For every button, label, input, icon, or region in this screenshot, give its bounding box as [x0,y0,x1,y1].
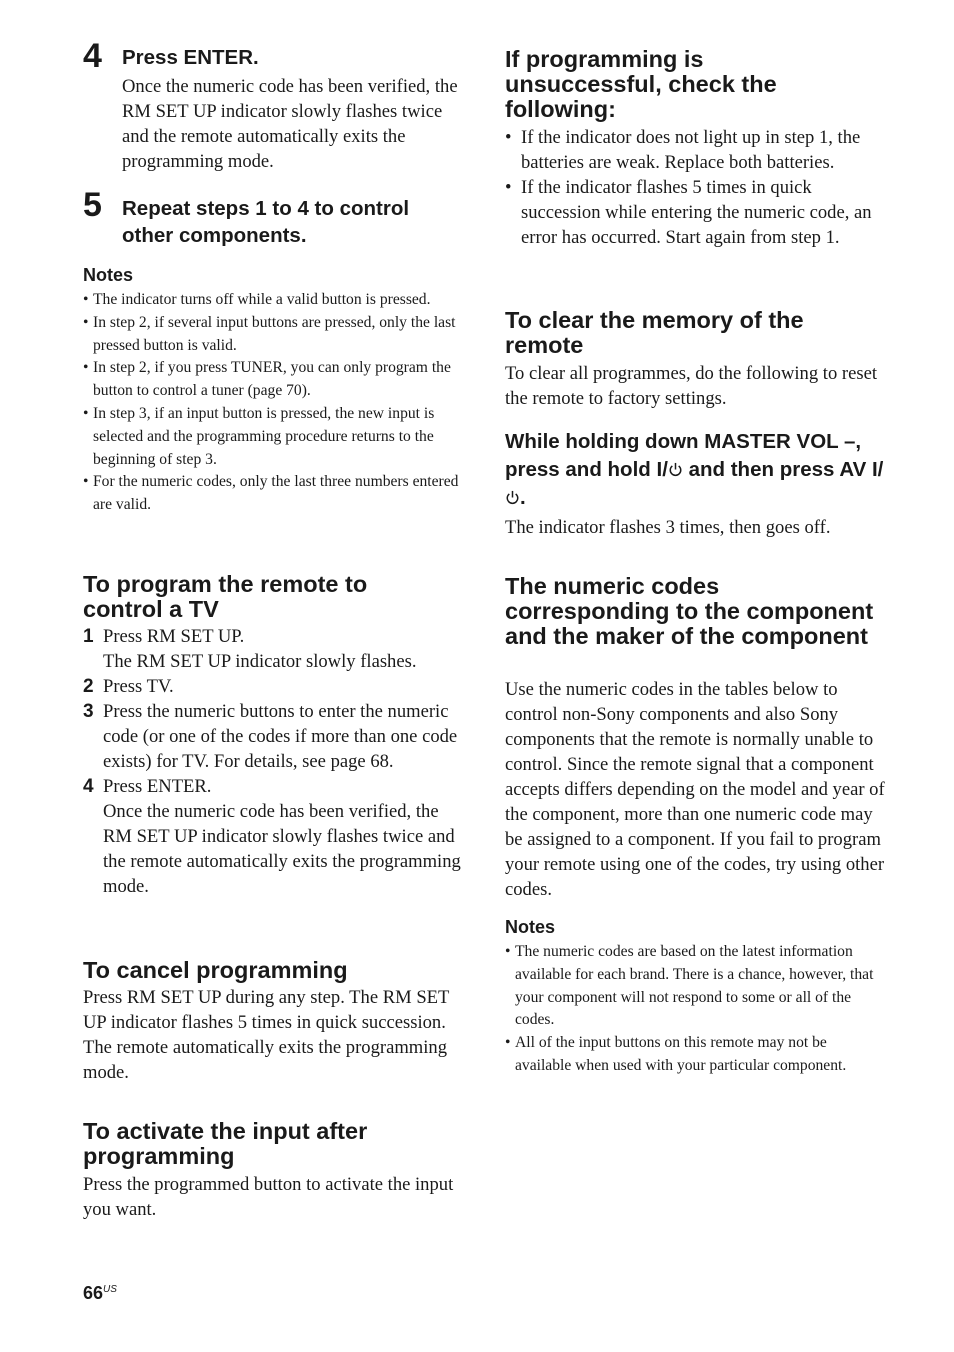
page-number [83,1283,117,1304]
note-item: • In step 3, if an input button is pressed, the new input is selected and the programming procedure returns to the beginning of step 3. [83,403,463,471]
notes-heading-left: Notes [83,265,134,285]
tv-step-number: 1 [83,626,94,647]
tv-step-text: Press RM SET UP. [103,626,245,647]
unsuccessful-list [505,125,885,250]
tv-programming-heading: To program the remote to control a TV [83,571,368,622]
power-icon [668,462,683,477]
step-number-4: 4 [83,37,102,75]
tv-step-text: Press TV. [103,676,174,697]
tv-step-number: 4 [83,776,94,797]
tv-step-4 [83,774,461,899]
activate-heading: To activate the input after programming [83,1118,368,1169]
note-item: • For the numeric codes, only the last three numbers entered are valid. [83,471,463,517]
check-item: • If the indicator flashes 5 times in quick succession while entering the numeric code, an error has occurred. Start again from step 1. [505,175,885,250]
tv-step-3 [83,699,461,774]
step-4-block [122,44,462,174]
instruction-text: and then press AV I/ [682,458,884,481]
step-4-title: Press ENTER. [122,46,259,69]
note-item: • The indicator turns off while a valid button is pressed. [83,289,463,312]
step-5-title: Repeat steps 1 to 4 to control other components. [122,197,410,247]
activate-body: Press the programmed button to activate the input you want. [83,1174,454,1220]
instruction-text: While holding down MASTER VOL –, press and hold I/ [505,430,862,481]
tv-step-1 [83,624,461,674]
step-5-block [122,195,462,249]
note-item: • In step 2, if several input buttons are pressed, only the last pressed button is valid. [83,312,463,358]
page-number-value: 66 [83,1283,104,1303]
note-item: • All of the input buttons on this remote may not be available when used with your particular component. [505,1032,885,1078]
tv-step-text: Press ENTER. [103,776,212,797]
cancel-body: Press RM SET UP during any step. The RM SET UP indicator flashes 5 times in quick succession. The remote automatically exits the programming mode. [83,987,450,1083]
note-item: • The numeric codes are based on the latest information available for each brand. There is a chance, however, that your component will not respond to some or all of the codes. [505,941,885,1032]
clear-memory-body: To clear all programmes, do the following to reset the remote to factory settings. [505,363,878,409]
step-4-body: Once the numeric code has been verified, the RM SET UP indicator slowly flashes twice and the remote automatically exits the programming mode. [122,76,458,172]
page-region-mark: US [103,1284,117,1295]
step-number-5: 5 [83,186,102,224]
tv-step-number: 2 [83,676,94,697]
clear-memory-result: The indicator flashes 3 times, then goes off. [505,517,831,538]
tv-step-subtext: Once the numeric code has been verified, the RM SET UP indicator slowly flashes twice and the remote automatically exits the programming mode. [103,801,461,897]
numeric-codes-body: Use the numeric codes in the tables below to control non-Sony components and also Sony components that the remote is normally unable to control. Since the remote signal that a component accepts differs depending on the model and year of the component, more than one numeric code may be assigned to a component. If you fail to program your remote using one of the codes, try using other codes. [505,679,885,900]
numeric-codes-heading: The numeric codes corresponding to the component and the maker of the component [505,573,874,649]
power-icon [505,490,520,505]
notes-list-left [83,289,463,517]
tv-programming-steps [83,624,461,899]
note-item: • In step 2, if you press TUNER, you can only program the button to control a tuner (page 70). [83,357,463,403]
tv-step-2 [83,674,461,699]
notes-heading-right: Notes [505,917,556,937]
cancel-heading: To cancel programming [83,957,348,983]
clear-memory-heading: To clear the memory of the remote [505,307,804,358]
unsuccessful-heading: If programming is unsuccessful, check the following: [505,46,777,122]
clear-memory-instruction [505,428,890,512]
tv-step-subtext: The RM SET UP indicator slowly flashes. [103,651,417,672]
instruction-text: . [520,486,526,509]
tv-step-number: 3 [83,701,94,722]
tv-step-text: Press the numeric buttons to enter the numeric code (or one of the codes if more than one code exists) for TV. For details, see page 68. [103,701,458,772]
check-item: • If the indicator does not light up in step 1, the batteries are weak. Replace both batteries. [505,125,885,175]
notes-list-right [505,941,885,1078]
